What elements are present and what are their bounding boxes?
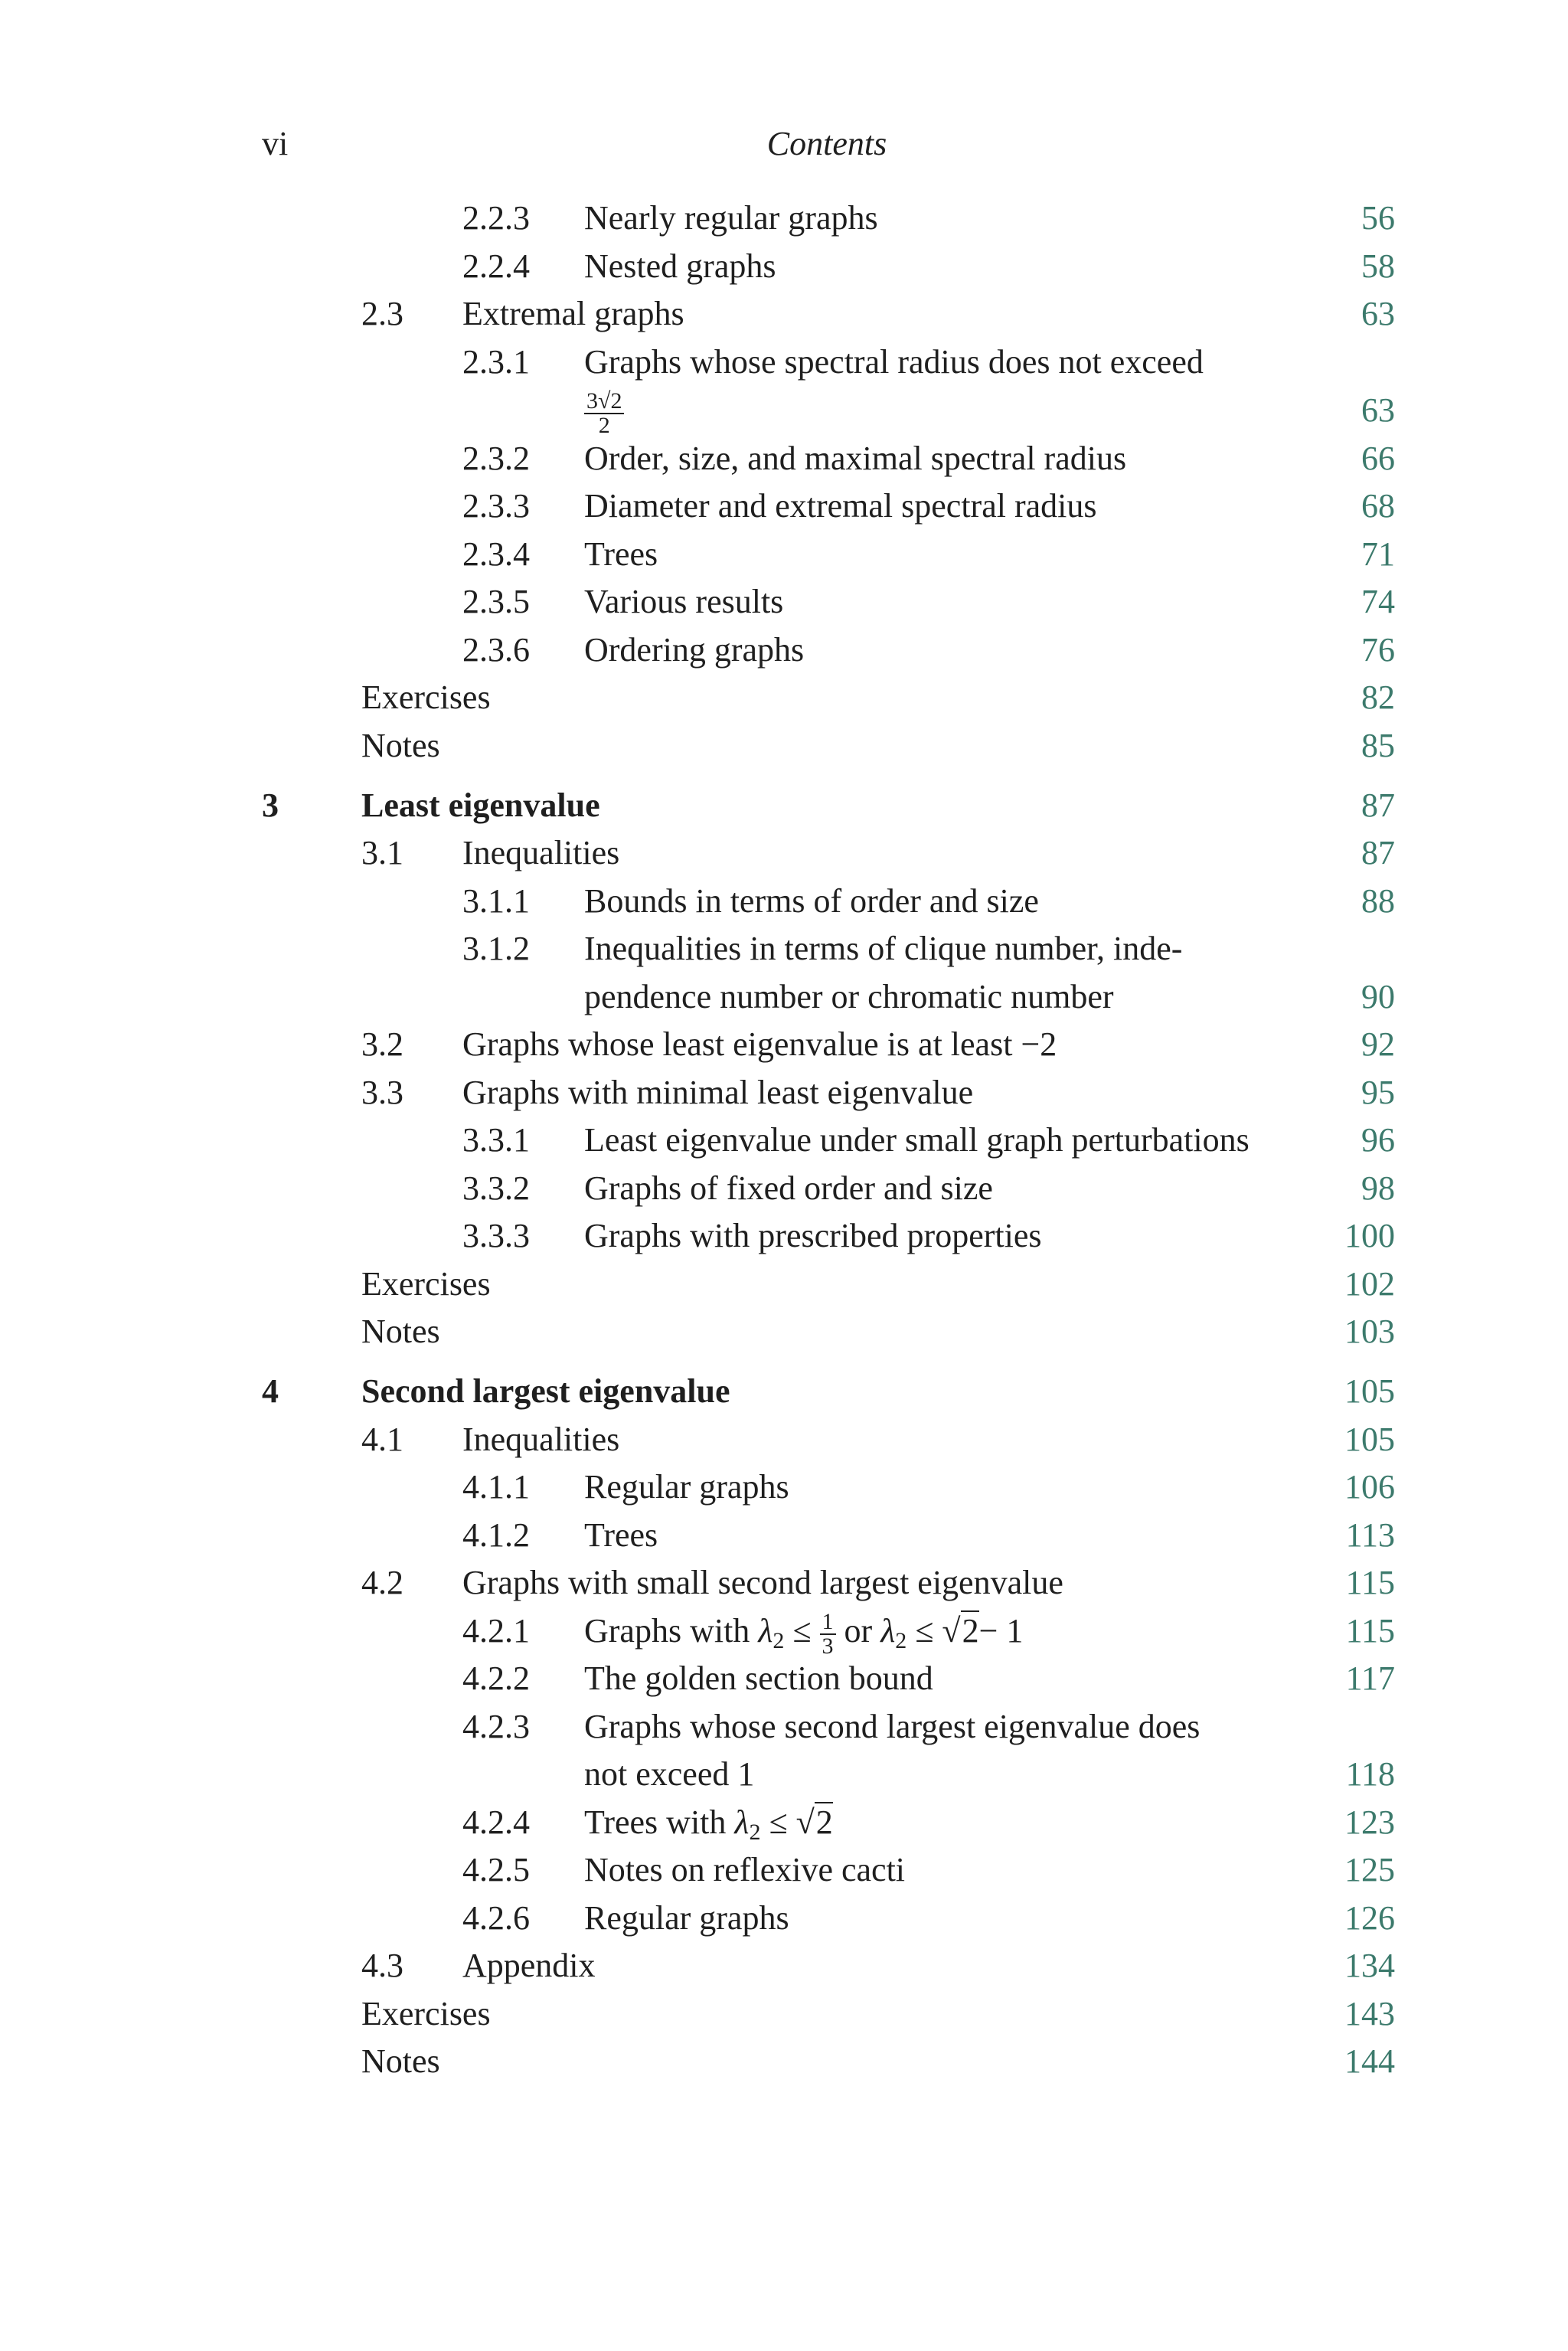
subscript: 2 (773, 1628, 785, 1653)
page-number-link[interactable]: 71 (1361, 535, 1395, 573)
page-number-link[interactable]: 102 (1344, 1265, 1395, 1303)
page-folio: vi (262, 125, 289, 162)
page-number-link[interactable]: 95 (1361, 1074, 1395, 1111)
section-title: Notes (361, 2042, 440, 2080)
section-number: 3.1 (361, 834, 403, 871)
toc-entry-notes-ch3[interactable] (0, 1308, 1568, 1355)
toc-entry-4-2-6[interactable] (0, 1895, 1568, 1942)
le-symbol: ≤ (915, 1612, 934, 1650)
section-number: 4.1 (361, 1421, 403, 1458)
toc-entry-3-3-1[interactable] (0, 1117, 1568, 1164)
section-number: 4.2 (361, 1564, 403, 1601)
page-number-link[interactable]: 105 (1344, 1372, 1395, 1410)
section-title: Inequalities (462, 834, 620, 871)
section-number: 2.3.2 (462, 440, 530, 477)
section-title-text: Trees with (584, 1803, 727, 1841)
page-number-link[interactable]: 92 (1361, 1025, 1395, 1063)
section-title: Nested graphs (584, 247, 776, 285)
page-number-link[interactable]: 125 (1344, 1851, 1395, 1888)
section-number: 2.3.1 (462, 343, 530, 381)
toc-entry-2-2-3[interactable] (0, 195, 1568, 242)
fraction (584, 387, 624, 438)
sqrt-symbol: √ (795, 1803, 815, 1841)
section-title: Diameter and extremal spectral radius (584, 487, 1097, 525)
page-number-link[interactable]: 123 (1344, 1803, 1395, 1841)
section-title: Least eigenvalue under small graph perturbations (584, 1121, 1250, 1159)
toc-entry-2-3-4[interactable] (0, 531, 1568, 578)
lambda-symbol: λ (734, 1803, 750, 1841)
section-number: 4.2.5 (462, 1851, 530, 1888)
section-number: 3.3.2 (462, 1169, 530, 1207)
page-number-link[interactable]: 117 (1345, 1659, 1395, 1697)
toc-entry-4-1-2[interactable] (0, 1512, 1568, 1559)
section-title: Exercises (361, 1995, 491, 2032)
toc-entry-4-2-1[interactable] (0, 1607, 1568, 1659)
section-number: 4.2.6 (462, 1899, 530, 1937)
section-title: Exercises (361, 678, 491, 716)
page-number-link[interactable]: 58 (1361, 247, 1395, 285)
chapter-number: 3 (262, 786, 279, 824)
section-title-continued: not exceed 1 (584, 1755, 755, 1793)
section-title: Extremal graphs (462, 295, 684, 332)
page-number-link[interactable]: 82 (1361, 678, 1395, 716)
section-title (584, 1799, 833, 1846)
fraction-expression (584, 387, 624, 437)
page-number-link[interactable]: 74 (1361, 583, 1395, 620)
toc-chapter-3[interactable] (0, 782, 1568, 829)
page-number-link[interactable]: 115 (1345, 1612, 1395, 1650)
page-number-link[interactable]: 115 (1345, 1564, 1395, 1601)
toc-entry-2-3-3[interactable] (0, 482, 1568, 530)
fraction-denominator: 2 (598, 412, 610, 438)
toc-entry-2-3[interactable] (0, 290, 1568, 338)
page-number-link[interactable]: 96 (1361, 1121, 1395, 1159)
section-number: 2.2.4 (462, 247, 530, 285)
section-title: Graphs whose least eigenvalue is at least −2 (462, 1025, 1057, 1063)
toc-entry-exercises-ch4[interactable] (0, 1990, 1568, 2038)
page-number-link[interactable]: 100 (1344, 1217, 1395, 1254)
section-number: 4.2.1 (462, 1612, 530, 1650)
toc-entry-4-2-5[interactable] (0, 1846, 1568, 1894)
section-title: Notes on reflexive cacti (584, 1851, 906, 1888)
toc-entry-4-2[interactable] (0, 1559, 1568, 1607)
page-number-link[interactable]: 118 (1345, 1755, 1395, 1793)
toc-entry-4-2-3[interactable] (0, 1703, 1568, 1751)
toc-entry-3-1[interactable] (0, 829, 1568, 877)
toc-entry-3-1-2-cont[interactable] (0, 973, 1568, 1021)
section-number: 3.1.1 (462, 882, 530, 920)
section-title: Various results (584, 583, 784, 620)
or-word: or (844, 1612, 873, 1650)
subscript: 2 (895, 1628, 907, 1653)
toc-entry-notes-ch4[interactable] (0, 2038, 1568, 2085)
section-number: 2.3.5 (462, 583, 530, 620)
toc-entry-3-3-3[interactable] (0, 1212, 1568, 1260)
section-title: Trees (584, 535, 658, 573)
page-number-link[interactable]: 98 (1361, 1169, 1395, 1207)
page-number-link[interactable]: 66 (1361, 440, 1395, 477)
toc-entry-4-2-4[interactable] (0, 1799, 1568, 1846)
page-number-link[interactable]: 68 (1361, 487, 1395, 525)
section-number: 4.1.2 (462, 1516, 530, 1554)
page-number-link[interactable]: 90 (1361, 978, 1395, 1015)
section-title: Graphs whose second largest eigenvalue does (584, 1708, 1200, 1745)
section-title: Graphs of fixed order and size (584, 1169, 993, 1207)
toc-entry-2-3-6[interactable] (0, 626, 1568, 674)
section-number: 4.2.3 (462, 1708, 530, 1745)
chapter-title: Second largest eigenvalue (361, 1372, 730, 1410)
toc-entry-exercises-ch2[interactable] (0, 674, 1568, 721)
section-title: The golden section bound (584, 1659, 933, 1697)
section-number: 3.2 (361, 1025, 403, 1063)
section-title: Regular graphs (584, 1899, 789, 1937)
le-symbol: ≤ (769, 1803, 788, 1841)
toc-entry-2-3-2[interactable] (0, 435, 1568, 482)
section-number: 4.2.4 (462, 1803, 530, 1841)
page-number-link[interactable]: 134 (1344, 1947, 1395, 1984)
section-title: Inequalities in terms of clique number, inde- (584, 930, 1183, 967)
section-title (584, 1607, 1023, 1658)
page-number-link[interactable]: 56 (1361, 199, 1395, 237)
page-number-link[interactable]: 103 (1344, 1313, 1395, 1350)
section-title: Notes (361, 727, 440, 764)
minus-one: − 1 (978, 1612, 1024, 1650)
section-number: 4.2.2 (462, 1659, 530, 1697)
toc-entry-2-2-4[interactable] (0, 243, 1568, 290)
toc-entry-2-3-1[interactable] (0, 338, 1568, 386)
toc-entry-4-3[interactable] (0, 1942, 1568, 1990)
section-number: 3.3.3 (462, 1217, 530, 1254)
section-title: Nearly regular graphs (584, 199, 878, 237)
section-number: 3.3.1 (462, 1121, 530, 1159)
page-number-link[interactable]: 126 (1344, 1899, 1395, 1937)
section-number: 2.3 (361, 295, 403, 332)
section-title: Appendix (462, 1947, 596, 1984)
section-title-continued: pendence number or chromatic number (584, 978, 1114, 1015)
page-number-link[interactable]: 113 (1345, 1516, 1395, 1554)
le-symbol: ≤ (792, 1612, 812, 1650)
page-number-link[interactable]: 143 (1344, 1995, 1395, 2032)
section-number: 2.3.4 (462, 535, 530, 573)
section-title: Exercises (361, 1265, 491, 1303)
toc-entry-3-1-2[interactable] (0, 925, 1568, 973)
lambda-symbol: λ (758, 1612, 773, 1650)
section-number: 2.2.3 (462, 199, 530, 237)
lambda-symbol: λ (880, 1612, 896, 1650)
section-number: 4.3 (361, 1947, 403, 1984)
section-title: Ordering graphs (584, 631, 805, 669)
page-number-link[interactable]: 85 (1361, 727, 1395, 764)
page-number-link[interactable]: 88 (1361, 882, 1395, 920)
page-number-link[interactable]: 76 (1361, 631, 1395, 669)
fraction-denominator: 3 (822, 1633, 834, 1659)
page-number-link[interactable]: 144 (1344, 2042, 1395, 2080)
fraction-numerator: 3√2 (584, 390, 624, 414)
fraction-numerator: 1 (820, 1610, 836, 1635)
section-title: Regular graphs (584, 1468, 789, 1506)
section-title: Inequalities (462, 1421, 620, 1458)
section-title: Graphs with prescribed properties (584, 1217, 1042, 1254)
toc-entry-2-3-1-cont[interactable] (0, 387, 1568, 438)
toc-entry-4-2-2[interactable] (0, 1655, 1568, 1702)
toc-entry-3-2[interactable] (0, 1021, 1568, 1068)
page-number-link[interactable]: 105 (1344, 1421, 1395, 1458)
page-number-link[interactable]: 63 (1361, 295, 1395, 332)
section-title: Graphs whose spectral radius does not exceed (584, 343, 1204, 381)
sqrt-radicand: 2 (815, 1803, 833, 1841)
toc-entry-notes-ch2[interactable] (0, 722, 1568, 770)
section-title-text: Graphs with (584, 1612, 750, 1650)
toc-entry-4-2-3-cont[interactable] (0, 1751, 1568, 1798)
section-number: 2.3.6 (462, 631, 530, 669)
page-number-link[interactable]: 87 (1361, 786, 1395, 824)
section-number: 3.3 (361, 1074, 403, 1111)
toc-chapter-4[interactable] (0, 1368, 1568, 1415)
toc-entry-exercises-ch3[interactable] (0, 1261, 1568, 1308)
chapter-number: 4 (262, 1372, 279, 1410)
toc-entry-3-1-1[interactable] (0, 878, 1568, 925)
section-number: 4.1.1 (462, 1468, 530, 1506)
page-number-link[interactable]: 106 (1344, 1468, 1395, 1506)
section-title: Trees (584, 1516, 658, 1554)
subscript: 2 (749, 1820, 761, 1845)
page-number-link[interactable]: 87 (1361, 834, 1395, 871)
sqrt-radicand: 2 (962, 1612, 979, 1650)
toc-entry-3-3-2[interactable] (0, 1165, 1568, 1212)
section-title: Order, size, and maximal spectral radius (584, 440, 1127, 477)
running-head: Contents (766, 125, 887, 162)
fraction (820, 1610, 836, 1658)
toc-entry-3-3[interactable] (0, 1069, 1568, 1117)
sqrt-symbol: √ (942, 1612, 961, 1650)
toc-entry-4-1[interactable] (0, 1416, 1568, 1463)
section-title: Bounds in terms of order and size (584, 882, 1039, 920)
section-title: Graphs with minimal least eigenvalue (462, 1074, 974, 1111)
section-title: Graphs with small second largest eigenvalue (462, 1564, 1063, 1601)
section-title: Notes (361, 1313, 440, 1350)
section-number: 2.3.3 (462, 487, 530, 525)
toc-entry-2-3-5[interactable] (0, 578, 1568, 626)
toc-entry-4-1-1[interactable] (0, 1463, 1568, 1511)
section-number: 3.1.2 (462, 930, 530, 967)
chapter-title: Least eigenvalue (361, 786, 600, 824)
page-number-link[interactable]: 63 (1361, 391, 1395, 429)
